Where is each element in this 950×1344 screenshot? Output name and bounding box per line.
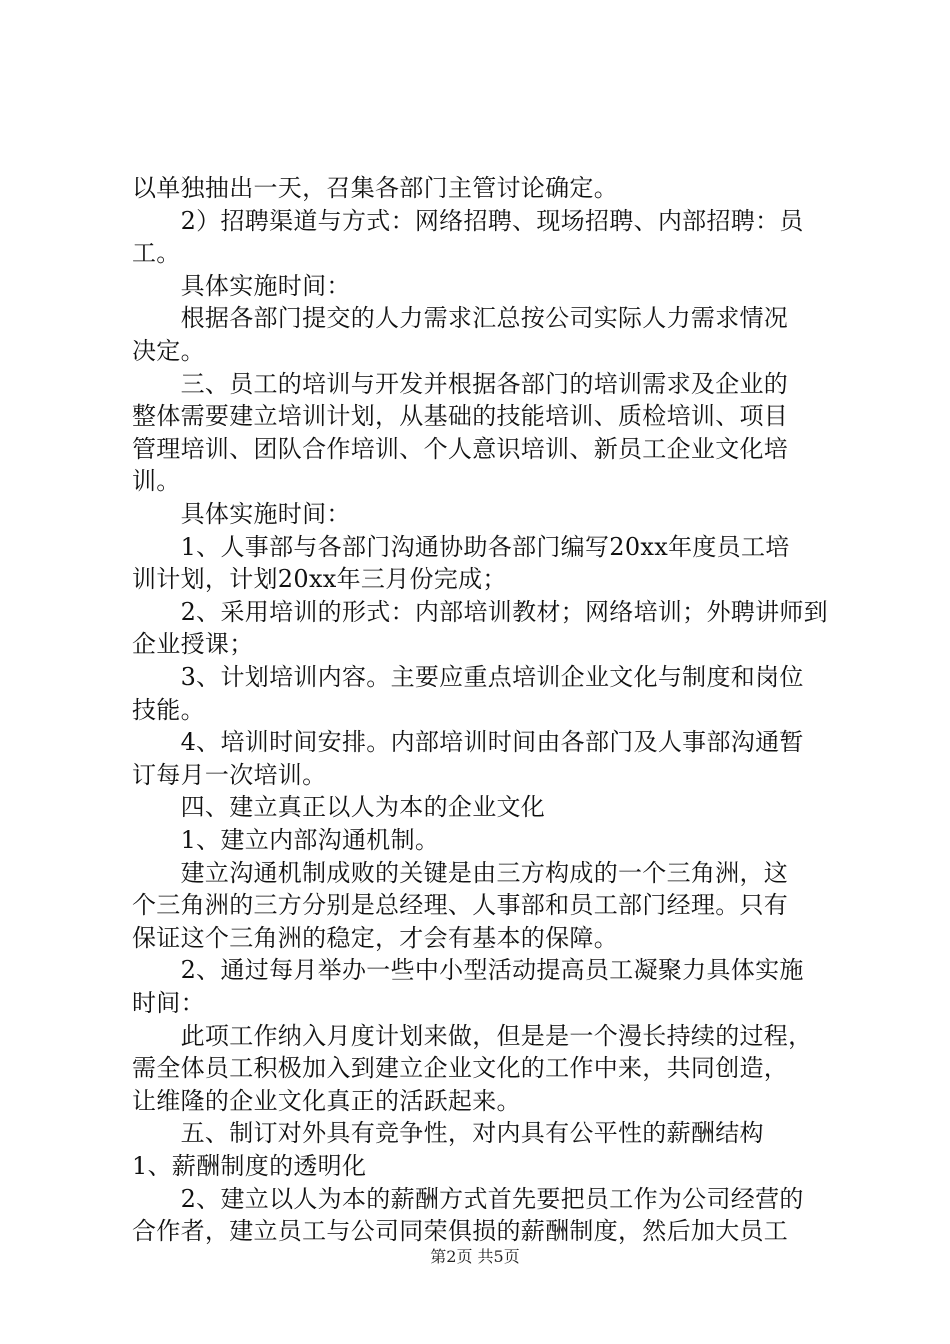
text-line: 四、建立真正以人为本的企业文化 bbox=[132, 793, 546, 822]
text-line: 根据各部门提交的人力需求汇总按公司实际人力需求情况 bbox=[132, 304, 789, 333]
text-line: 需全体员工积极加入到建立企业文化的工作中来，共同创造， bbox=[132, 1054, 789, 1083]
text-line: 训。 bbox=[132, 467, 181, 496]
text-line: 个三角洲的三方分别是总经理、人事部和员工部门经理。只有 bbox=[132, 891, 789, 920]
text-line: 1、建立内部沟通机制。 bbox=[132, 826, 440, 854]
text-line: 具体实施时间： bbox=[132, 271, 351, 300]
text-line: 2）招聘渠道与方式：网络招聘、现场招聘、内部招聘：员 bbox=[132, 206, 804, 235]
text-line: 管理培训、团队合作培训、个人意识培训、新员工企业文化培 bbox=[132, 434, 789, 463]
text-line: 具体实施时间： bbox=[132, 500, 351, 528]
text-line: 以单独抽出一天，召集各部门主管讨论确定。 bbox=[132, 174, 618, 202]
text-line: 此项工作纳入月度计划来做，但是是一个漫长持续的过程， bbox=[132, 1021, 813, 1050]
text-line: 工。 bbox=[132, 239, 181, 268]
text-line: 决定。 bbox=[132, 337, 205, 365]
text-line: 时间： bbox=[132, 989, 205, 1017]
text-line: 整体需要建立培训计划，从基础的技能培训、质检培训、项目 bbox=[132, 402, 789, 431]
text-line: 1、薪酬制度的透明化 bbox=[132, 1152, 367, 1180]
text-line: 订每月一次培训。 bbox=[132, 760, 327, 789]
text-line: 2、采用培训的形式：内部培训教材；网络培训；外聘讲师到 bbox=[132, 597, 828, 626]
text-line: 1、人事部与各部门沟通协助各部门编写20xx年度员工培 bbox=[132, 532, 790, 561]
text-line: 建立沟通机制成败的关键是由三方构成的一个三角洲，这 bbox=[132, 858, 789, 887]
text-line: 保证这个三角洲的稳定，才会有基本的保障。 bbox=[132, 923, 618, 952]
text-line: 三、员工的培训与开发并根据各部门的培训需求及企业的 bbox=[132, 369, 789, 398]
text-line: 合作者，建立员工与公司同荣俱损的薪酬制度，然后加大员工 bbox=[132, 1217, 789, 1246]
text-line: 让维隆的企业文化真正的活跃起来。 bbox=[132, 1086, 521, 1115]
text-line: 2、通过每月举办一些中小型活动提高员工凝聚力具体实施 bbox=[132, 956, 804, 985]
text-line: 3、计划培训内容。主要应重点培训企业文化与制度和岗位 bbox=[132, 663, 804, 691]
text-line: 训计划，计划20xx年三月份完成； bbox=[132, 565, 507, 594]
page-footer: 第2页 共5页 bbox=[430, 1247, 520, 1266]
text-line: 技能。 bbox=[132, 695, 205, 724]
text-line: 企业授课； bbox=[132, 630, 254, 659]
text-line: 五、制订对外具有竞争性，对内具有公平性的薪酬结构 bbox=[132, 1119, 764, 1148]
text-line: 4、培训时间安排。内部培训时间由各部门及人事部沟通暂 bbox=[132, 728, 804, 757]
text-line: 2、建立以人为本的薪酬方式首先要把员工作为公司经营的 bbox=[132, 1184, 804, 1213]
